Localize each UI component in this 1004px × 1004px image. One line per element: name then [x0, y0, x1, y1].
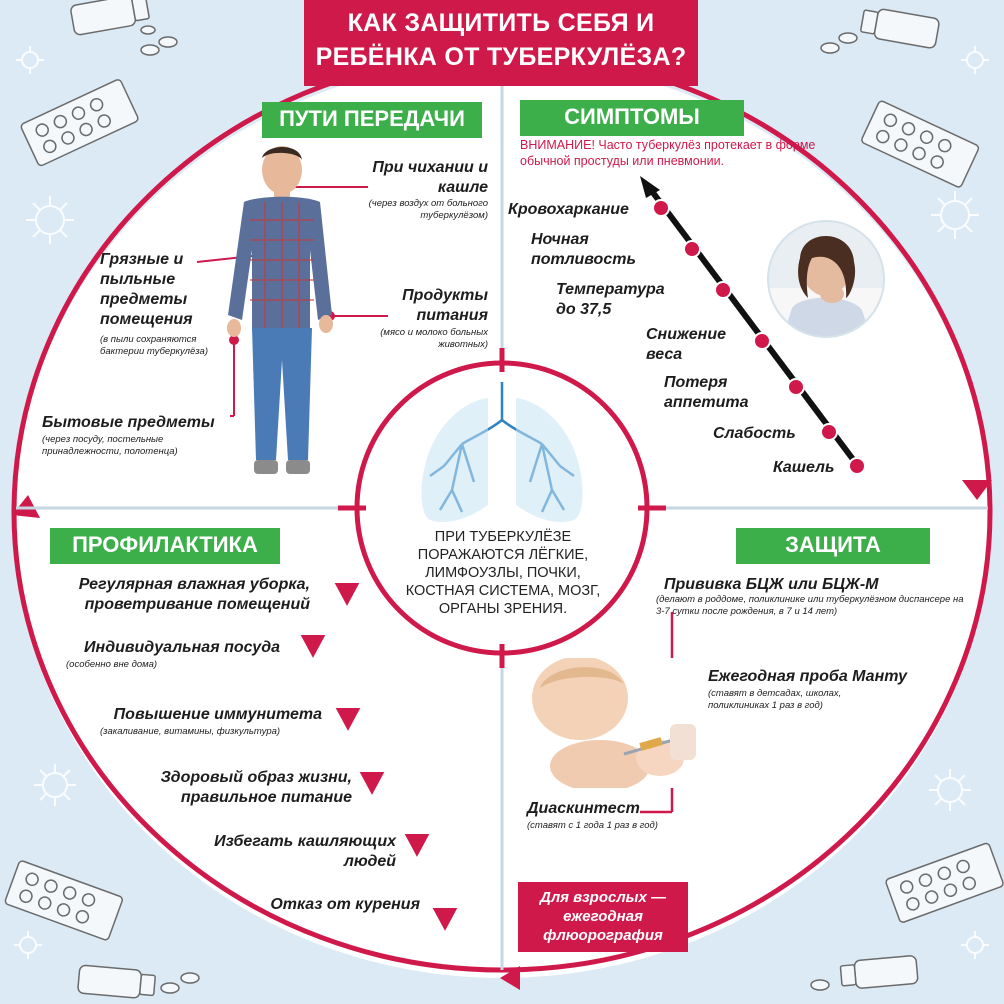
mantoux-note: (ставят в детсадах, школах, поликлиниках 1 раз в год) — [708, 688, 842, 711]
title-line-2: РЕБЁНКА ОТ ТУБЕРКУЛЁЗА? — [315, 43, 687, 71]
baby-vaccination-illustration — [520, 658, 700, 788]
dirty-title: Грязные и пыльные предметы помещения — [100, 251, 193, 328]
bcg-note: (делают в роддоме, поликлинике или туберкулёзном диспансере на 3-7 сутки после рождения, в 7 и 14 лет) — [656, 594, 964, 617]
symptom-5: Потеря аппетита — [664, 374, 749, 411]
household-title: Бытовые предметы — [42, 414, 215, 431]
household-note: (через посуду, постельные принадлежности, полотенца) — [42, 434, 178, 457]
dirty-note: (в пыли сохраняются бактерии туберкулёза) — [100, 334, 209, 357]
center-text: ПРИ ТУБЕРКУЛЁЗЕ ПОРАЖАЮТСЯ ЛЁГКИЕ, ЛИМФОУЗЛЫ, ПОЧКИ, КОСТНАЯ СИСТЕМА, МОЗГ, ОРГАНЫ ЗРЕНИЯ. — [405, 529, 601, 617]
title-box — [304, 0, 698, 86]
prevention-5-title: Избегать кашляющих людей — [214, 833, 396, 870]
triangle-icon — [298, 633, 328, 661]
prevention-2-title: Индивидуальная посуда — [84, 639, 280, 656]
sneeze-note: (через воздух от больного туберкулёзом) — [368, 198, 488, 221]
prevention-4-title: Здоровый образ жизни, правильное питание — [160, 769, 352, 806]
prevention-6-title: Отказ от курения — [270, 896, 420, 913]
symptom-4: Снижение веса — [646, 326, 727, 363]
symptom-2: Ночная потливость — [531, 231, 636, 268]
triangle-icon — [357, 770, 387, 798]
mantoux-title: Ежегодная проба Манту — [708, 668, 907, 685]
triangle-icon — [430, 906, 460, 934]
food-title: Продукты питания — [402, 287, 488, 324]
triangle-icon — [332, 581, 362, 609]
adults-fluorography-box: Для взрослых — ежегодная флюорография — [518, 882, 688, 952]
prevention-3-note: (закаливание, витамины, физкультура) — [100, 726, 281, 737]
sick-woman-illustration — [762, 218, 890, 340]
triangle-icon — [333, 706, 363, 734]
man-illustration — [210, 140, 350, 490]
title-line-1: КАК ЗАЩИТИТЬ СЕБЯ И — [347, 9, 655, 37]
prevention-label: ПРОФИЛАКТИКА — [50, 528, 280, 564]
diaskin-title: Диаскинтест — [527, 800, 640, 817]
triangle-icon — [402, 832, 432, 860]
symptom-3: Температура до 37,5 — [556, 281, 665, 318]
bcg-title: Прививка БЦЖ или БЦЖ-М — [664, 576, 879, 593]
prevention-3-title: Повышение иммунитета — [113, 706, 322, 723]
protection-label: ЗАЩИТА — [736, 528, 930, 564]
transmission-label: ПУТИ ПЕРЕДАЧИ — [262, 102, 482, 138]
diaskin-note: (ставят с 1 года 1 раз в год) — [527, 820, 658, 831]
food-note: (мясо и молоко больных животных) — [380, 327, 488, 350]
symptoms-label: СИМПТОМЫ — [520, 100, 744, 136]
symptoms-warning: ВНИМАНИЕ! Часто туберкулёз протекает в форме обычной простуды или пневмонии. — [520, 138, 816, 168]
symptom-1: Кровохаркание — [508, 201, 629, 218]
sneeze-title: При чихании и кашле — [372, 159, 488, 196]
prevention-2-note: (особенно вне дома) — [66, 659, 158, 670]
prevention-1-title: Регулярная влажная уборка, проветривание помещений — [78, 576, 310, 613]
symptom-6: Слабость — [713, 425, 796, 442]
symptom-7: Кашель — [773, 459, 835, 476]
